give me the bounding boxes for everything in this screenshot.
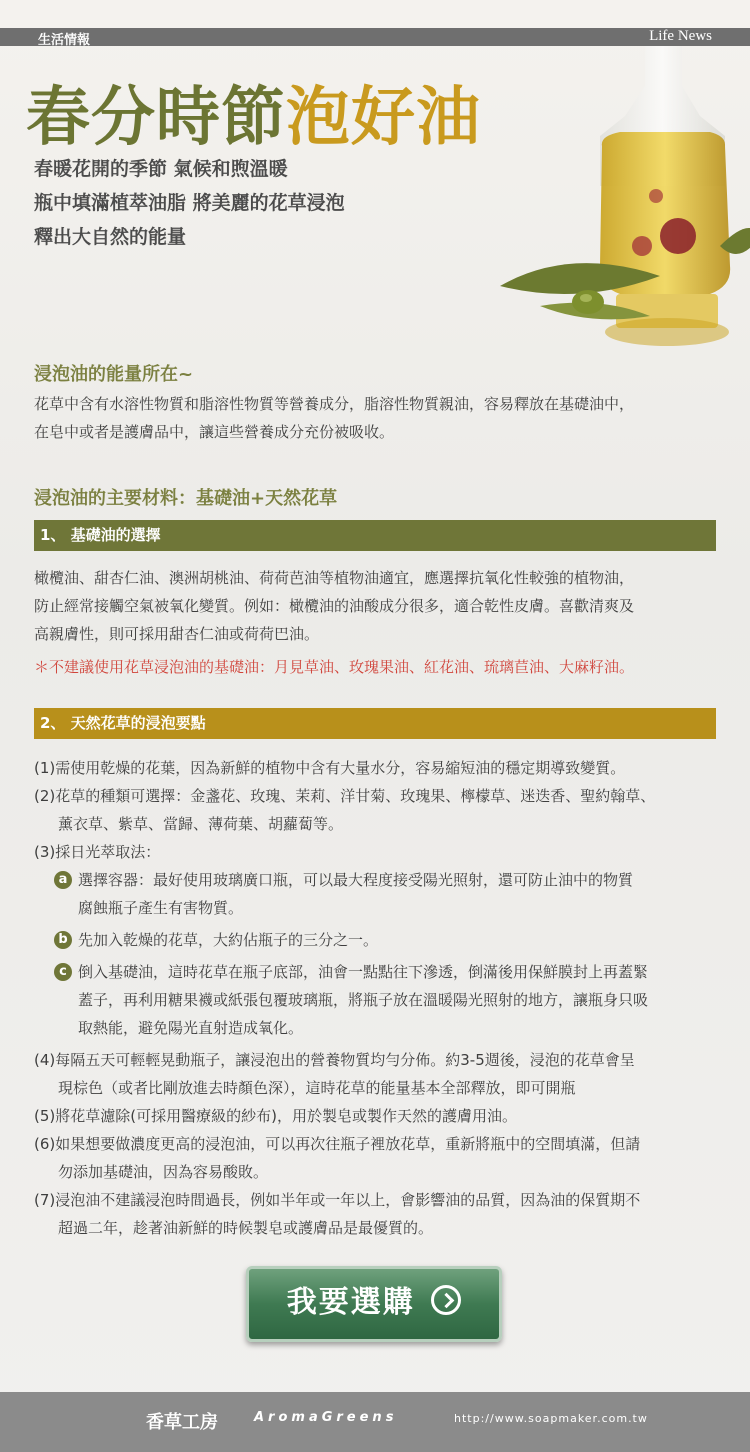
hero-line: 春暖花開的季節 氣候和煦溫暖	[34, 158, 288, 180]
badge-b: b	[54, 931, 72, 949]
point-4	[34, 1046, 724, 1102]
buy-button[interactable]	[246, 1266, 502, 1342]
hero-line: 釋出大自然的能量	[34, 226, 187, 248]
page-title	[26, 66, 481, 158]
herb-points	[34, 754, 724, 1242]
text-line: (4)每隔五天可輕輕晃動瓶子，讓浸泡出的營養物質均勻分佈。約3-5週後，浸泡的花草會呈	[34, 1051, 635, 1069]
text-line: 腐蝕瓶子產生有害物質。	[78, 899, 244, 917]
text-line: 勿添加基礎油，因為容易酸敗。	[58, 1163, 269, 1181]
text-line: (7)浸泡油不建議浸泡時間過長，例如半年或一年以上，會影響油的品質，因為油的保質期不	[34, 1191, 641, 1209]
category-label: 生活情報	[38, 33, 91, 48]
text-line: 薰衣草、紫草、當歸、薄荷葉、胡蘿蔔等。	[58, 815, 344, 833]
brand-logo: 香草工房	[146, 1412, 218, 1433]
badge-a: a	[54, 871, 72, 889]
text-line: (6)如果想要做濃度更高的浸泡油，可以再次往瓶子裡放花草，重新將瓶中的空間填滿，但請	[34, 1135, 641, 1153]
base-oil-text	[34, 564, 724, 677]
arrow-right-icon	[431, 1285, 461, 1315]
website-url[interactable]: http://www.soapmaker.com.tw	[454, 1412, 648, 1425]
point-3: (3)採日光萃取法：	[34, 843, 161, 861]
section-text	[34, 390, 724, 446]
point-1: (1)需使用乾燥的花葉，因為新鮮的植物中含有大量水分，容易縮短油的穩定期導致變質。	[34, 759, 626, 777]
section-energy	[34, 360, 724, 446]
footer	[0, 1392, 750, 1452]
category-bar	[0, 28, 750, 46]
point-7	[34, 1186, 724, 1242]
point-5: (5)將花草濾除(可採用醫療級的紗布)，用於製皂或製作天然的護膚用油。	[34, 1107, 517, 1125]
text-line: 防止經常接觸空氣被氧化變質。例如：橄欖油的油酸成分很多，適合乾性皮膚。喜歡清爽及	[34, 597, 635, 615]
text-line: 先加入乾燥的花草，大約佔瓶子的三分之一。	[78, 931, 379, 949]
sub-point-b	[34, 926, 724, 954]
text-line: 在皂中或者是護膚品中，讓這些營養成分充份被吸收。	[34, 423, 395, 441]
text-line: 花草中含有水溶性物質和脂溶性物質等營養成分，脂溶性物質親油，容易釋放在基礎油中，	[34, 395, 635, 413]
badge-c: c	[54, 963, 72, 981]
text-line: 蓋子，再利用糖果襪或紙張包覆玻璃瓶，將瓶子放在溫暖陽光照射的地方，讓瓶身只吸	[78, 991, 649, 1009]
sub-point-a	[34, 866, 724, 922]
life-news-label: Life News	[649, 28, 712, 44]
section-heading: 浸泡油的主要材料：基礎油+天然花草	[34, 488, 338, 509]
buy-button-label: 我要選購	[286, 1285, 415, 1320]
text-line: 取熱能，避免陽光直射造成氧化。	[78, 1019, 304, 1037]
text-line: (2)花草的種類可選擇：金盞花、玫瑰、茉莉、洋甘菊、玫瑰果、檸檬草、迷迭香、聖約翰草、	[34, 787, 656, 805]
bar-herbs: 2、 天然花草的浸泡要點	[34, 708, 716, 739]
sub-point-c	[34, 958, 724, 1042]
section-heading: 浸泡油的能量所在~	[34, 364, 194, 385]
title-part-b: 泡好油	[286, 80, 481, 155]
text-line: 超過二年，趁著油新鮮的時候製皂或護膚品是最優質的。	[58, 1219, 434, 1237]
brand-name: AromaGreens	[254, 1410, 398, 1425]
hero-subtitle	[34, 152, 345, 254]
point-2	[34, 782, 724, 838]
text-line: 現棕色（或者比剛放進去時顏色深），這時花草的能量基本全部釋放，即可開瓶	[58, 1079, 576, 1097]
bar-base-oil: 1、 基礎油的選擇	[34, 520, 716, 551]
text-line: 選擇容器：最好使用玻璃廣口瓶，可以最大程度接受陽光照射，還可防止油中的物質	[78, 871, 634, 889]
text-line: 倒入基礎油，這時花草在瓶子底部，油會一點點往下滲透，倒滿後用保鮮膜封上再蓋緊	[78, 963, 649, 981]
text-line: 橄欖油、甜杏仁油、澳洲胡桃油、荷荷芭油等植物油適宜，應選擇抗氧化性較強的植物油，	[34, 569, 635, 587]
title-part-a: 春分時節	[26, 80, 286, 155]
point-6	[34, 1130, 724, 1186]
warning-note: ＊不建議使用花草浸泡油的基礎油：月見草油、玫瑰果油、紅花油、琉璃苣油、大麻籽油。	[34, 658, 635, 676]
hero-line: 瓶中填滿植萃油脂 將美麗的花草浸泡	[34, 192, 345, 214]
text-line: 高親膚性，則可採用甜杏仁油或荷荷巴油。	[34, 625, 320, 643]
section-materials	[34, 484, 724, 510]
hero-banner	[0, 46, 750, 366]
